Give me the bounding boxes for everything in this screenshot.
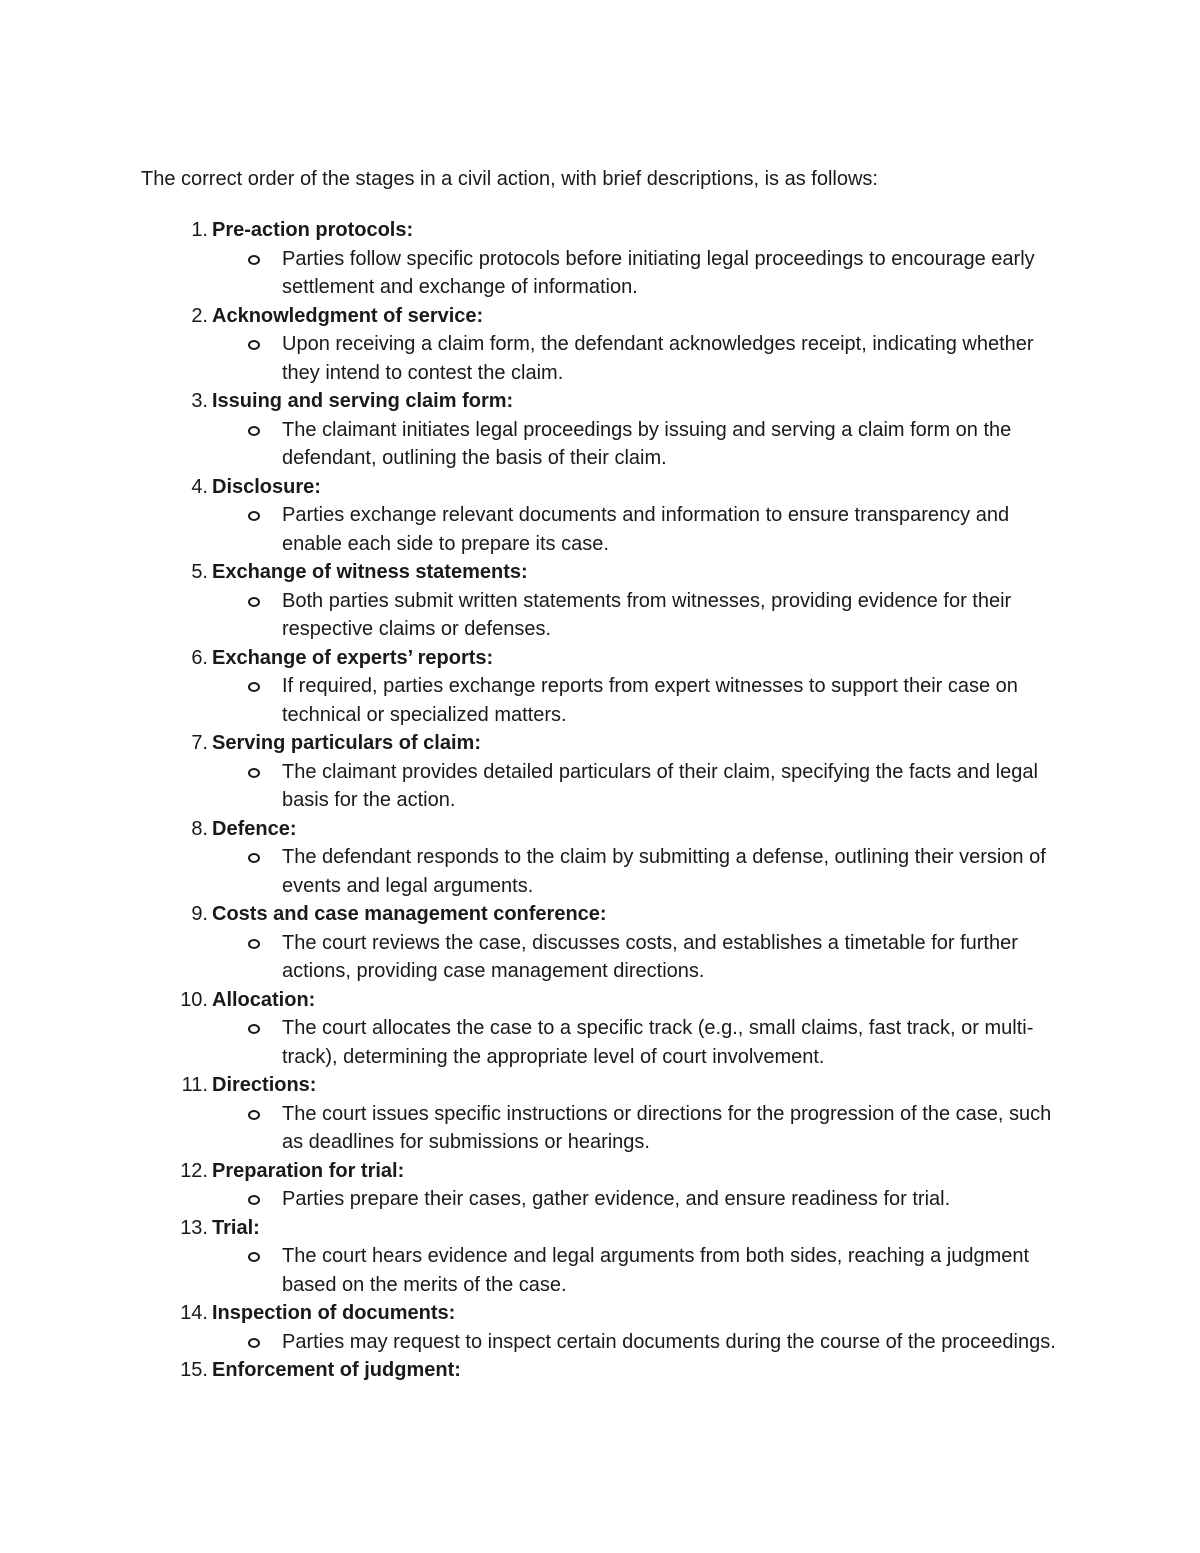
stage-number: 15. [180,1359,208,1381]
stage-title: Trial: [212,1216,260,1239]
stage-description-item [0,843,1062,900]
stage-description-text: The claimant initiates legal proceedings by issuing and serving a claim form on the defendant, outlining the basis of their claim. [282,418,1012,469]
stage-item [0,1214,1200,1300]
stage-number: 3. [191,390,208,412]
hollow-circle-bullet-icon [248,340,260,350]
stage-number: 4. [191,475,208,498]
stage-heading [0,558,1200,587]
stage-title: Directions: [212,1074,317,1096]
hollow-circle-bullet-icon [248,682,260,692]
hollow-circle-bullet-icon [248,1252,260,1262]
stage-description-text: Parties exchange relevant documents and information to ensure transparency and enable each side to prepare its case. [282,504,1010,555]
stage-description-text: The defendant responds to the claim by submitting a defense, outlining their version of events and legal arguments. [282,846,1046,897]
stage-heading [0,644,1200,673]
stage-heading [0,1157,1200,1186]
stage-description-text: The court reviews the case, discusses costs, and establishes a timetable for further actions, providing case management directions. [282,931,1018,982]
stage-item [0,473,1200,559]
stage-description-text: The court issues specific instructions or directions for the progression of the case, such as deadlines for submissions or hearings. [282,1102,1052,1153]
stage-item [0,900,1200,986]
stage-heading [0,900,1200,929]
stage-item [0,302,1200,388]
stage-item [0,387,1200,473]
stage-description-text: Upon receiving a claim form, the defendant acknowledges receipt, indicating whether they intend to contest the claim. [282,333,1034,384]
stage-item [0,815,1200,901]
hollow-circle-bullet-icon [248,511,260,521]
stage-title: Enforcement of judgment: [212,1359,461,1381]
stage-title: Exchange of experts’ reports: [212,646,494,669]
stage-heading [0,986,1200,1015]
stage-description-item [0,1328,1062,1357]
stage-description-text: If required, parties exchange reports from expert witnesses to support their case on technical or specialized matters. [282,675,1018,726]
stage-item [0,644,1200,730]
stage-title: Allocation: [212,988,316,1011]
stage-heading [0,729,1200,758]
stage-description-text: The claimant provides detailed particulars of their claim, specifying the facts and legal basis for the action. [282,760,1038,811]
stage-number: 9. [191,903,208,925]
intro-paragraph: The correct order of the stages in a civil action, with brief descriptions, is as follows: [141,168,878,190]
stage-number: 1. [191,219,208,241]
stage-description-item [0,1185,1062,1214]
stage-item [0,1299,1200,1356]
stage-item [0,1356,1200,1385]
stage-heading [0,815,1200,844]
stage-description-item [0,1014,1062,1071]
stage-description-item [0,245,1062,302]
stage-description-text: Parties prepare their cases, gather evidence, and ensure readiness for trial. [282,1188,951,1210]
stage-description-item [0,758,1062,815]
stage-title: Costs and case management conference: [212,903,607,925]
hollow-circle-bullet-icon [248,1110,260,1120]
stage-description-item [0,587,1062,644]
stage-number: 12. [180,1159,208,1182]
stage-number: 11. [181,1074,208,1096]
hollow-circle-bullet-icon [248,1195,260,1205]
stage-description-item [0,1100,1062,1157]
hollow-circle-bullet-icon [248,426,260,436]
stages-list [0,216,1200,1385]
stage-description-item [0,929,1062,986]
hollow-circle-bullet-icon [248,597,260,607]
stage-item [0,1071,1200,1157]
stage-description-item [0,672,1062,729]
stage-number: 2. [191,304,208,327]
stage-item [0,986,1200,1072]
stage-description-text: Parties may request to inspect certain documents during the course of the proceedings. [282,1330,1056,1353]
stage-description-item [0,416,1062,473]
stage-description-item [0,1242,1062,1299]
stage-heading [0,216,1200,245]
hollow-circle-bullet-icon [248,939,260,949]
stage-title: Preparation for trial: [212,1159,405,1182]
stage-description-text: The court hears evidence and legal arguments from both sides, reaching a judgment based on the merits of the case. [282,1245,1030,1296]
stage-title: Exchange of witness statements: [212,561,528,583]
stage-number: 8. [191,817,208,840]
stage-item [0,558,1200,644]
stage-item [0,216,1200,302]
stage-number: 10. [180,988,208,1011]
stage-item [0,1157,1200,1214]
hollow-circle-bullet-icon [248,768,260,778]
stage-title: Defence: [212,817,297,840]
stage-title: Pre-action protocols: [212,219,414,241]
hollow-circle-bullet-icon [248,255,260,265]
stage-item [0,729,1200,815]
hollow-circle-bullet-icon [248,853,260,863]
stage-heading [0,1214,1200,1243]
stage-title: Inspection of documents: [212,1302,456,1324]
stage-title: Disclosure: [212,475,321,498]
stage-heading [0,387,1200,416]
stage-number: 6. [191,646,208,669]
hollow-circle-bullet-icon [248,1024,260,1034]
stage-title: Issuing and serving claim form: [212,390,514,412]
stage-heading [0,1071,1200,1100]
stage-heading [0,473,1200,502]
stage-number: 14. [180,1302,208,1324]
stage-number: 7. [191,732,208,754]
stage-description-item [0,501,1062,558]
stage-heading [0,1356,1200,1385]
stage-heading [0,302,1200,331]
stage-title: Serving particulars of claim: [212,732,481,754]
hollow-circle-bullet-icon [248,1338,260,1348]
stage-title: Acknowledgment of service: [212,304,484,327]
stage-heading [0,1299,1200,1328]
stage-description-item [0,330,1062,387]
stage-description-text: Both parties submit written statements from witnesses, providing evidence for their respective claims or defenses. [282,589,1012,640]
stage-number: 5. [191,561,208,583]
stage-description-text: The court allocates the case to a specific track (e.g., small claims, fast track, or multi-track), determining the appropriate level of court involvement. [282,1017,1034,1068]
stage-description-text: Parties follow specific protocols before initiating legal proceedings to encourage early settlement and exchange of information. [282,247,1035,298]
stage-number: 13. [180,1216,208,1239]
